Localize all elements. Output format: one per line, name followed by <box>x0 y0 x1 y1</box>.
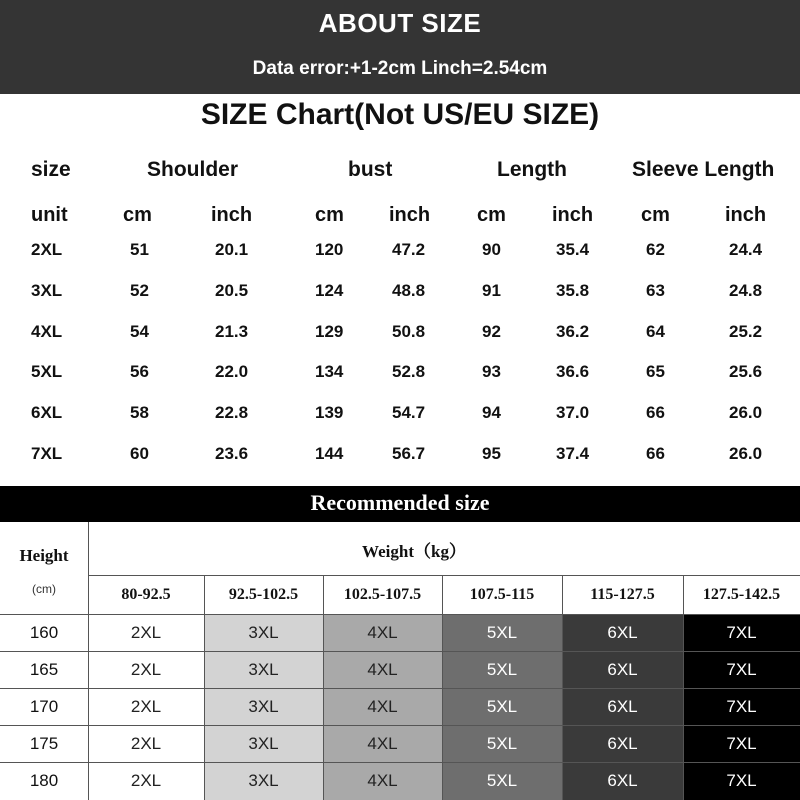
size-cell-sleeve-inch: 24.4 <box>729 240 763 259</box>
size-cell-shoulder-cm: 60 <box>130 444 149 463</box>
size-cell-bust-inch: 56.7 <box>392 444 426 463</box>
height-value: 160 <box>29 623 59 642</box>
size-cell-shoulder-inch: 22.0 <box>215 362 249 381</box>
recommended-size-cell: 4XL <box>367 623 398 642</box>
recommended-size-cell: 5XL <box>486 771 518 790</box>
unit-cm: cm <box>315 204 344 226</box>
recommended-title: Recommended size <box>310 490 490 515</box>
recommended-size-cell: 5XL <box>486 734 518 753</box>
unit-cm: cm <box>477 204 506 226</box>
grid-line <box>88 575 800 576</box>
height-header: Height <box>19 546 69 565</box>
grid-line <box>0 688 800 689</box>
size-cell-size: 3XL <box>31 281 63 300</box>
size-cell-shoulder-cm: 56 <box>130 362 149 381</box>
unit-label: unit <box>31 204 68 226</box>
size-cell-shoulder-cm: 54 <box>130 322 149 341</box>
size-cell-shoulder-inch: 21.3 <box>215 322 249 341</box>
size-cell-sleeve-inch: 26.0 <box>729 403 763 422</box>
recommended-size-cell: 3XL <box>248 734 279 753</box>
unit-cm: cm <box>123 204 152 226</box>
weight-range-header: 80-92.5 <box>121 586 171 603</box>
recommended-size-cell: 5XL <box>486 697 518 716</box>
size-cell-bust-cm: 144 <box>315 444 344 463</box>
recommended-size-cell: 7XL <box>726 660 757 679</box>
recommended-size-cell: 6XL <box>607 660 638 679</box>
size-cell-size: 6XL <box>31 403 63 422</box>
size-cell-length-cm: 91 <box>482 281 501 300</box>
recommended-size-cell: 2XL <box>130 623 162 642</box>
height-unit: (cm) <box>32 582 56 596</box>
size-cell-sleeve-cm: 63 <box>646 281 665 300</box>
recommended-size-cell: 2XL <box>130 697 162 716</box>
recommended-size-cell: 5XL <box>486 660 518 679</box>
recommended-size-cell: 7XL <box>726 734 757 753</box>
size-cell-bust-inch: 52.8 <box>392 362 426 381</box>
unit-cm: cm <box>641 204 670 226</box>
recommended-size-cell: 3XL <box>248 660 279 679</box>
size-cell-bust-cm: 120 <box>315 240 344 259</box>
size-cell-shoulder-inch: 23.6 <box>215 444 249 463</box>
weight-range-header: 107.5-115 <box>469 586 535 603</box>
recommended-size-cell: 2XL <box>130 771 162 790</box>
size-cell-bust-cm: 129 <box>315 322 344 341</box>
size-chart-title: SIZE Chart(Not US/EU SIZE) <box>200 98 600 131</box>
size-cell-sleeve-cm: 62 <box>646 240 665 259</box>
size-cell-length-inch: 37.4 <box>556 444 590 463</box>
size-cell-length-cm: 90 <box>482 240 501 259</box>
weight-range-header: 115-127.5 <box>590 586 655 603</box>
size-cell-bust-cm: 124 <box>315 281 344 300</box>
size-cell-bust-cm: 139 <box>315 403 344 422</box>
size-cell-shoulder-cm: 51 <box>130 240 149 259</box>
recommended-size-cell: 2XL <box>130 734 162 753</box>
size-cell-size: 2XL <box>31 240 63 259</box>
size-cell-bust-inch: 48.8 <box>392 281 426 300</box>
recommended-size-cell: 6XL <box>607 623 638 642</box>
size-cell-sleeve-inch: 26.0 <box>729 444 763 463</box>
grid-line <box>0 762 800 763</box>
height-value: 175 <box>29 734 59 753</box>
size-cell-shoulder-cm: 52 <box>130 281 149 300</box>
recommended-size-cell: 3XL <box>248 697 279 716</box>
size-cell-bust-inch: 54.7 <box>392 403 426 422</box>
size-cell-sleeve-cm: 64 <box>646 322 665 341</box>
size-cell-size: 4XL <box>31 322 63 341</box>
size-cell-length-cm: 94 <box>482 403 501 422</box>
size-cell-length-cm: 93 <box>482 362 501 381</box>
weight-range-header: 92.5-102.5 <box>228 586 299 603</box>
unit-inch: inch <box>725 204 767 226</box>
header-sleeve-length: Sleeve Length <box>632 158 775 181</box>
size-cell-size: 7XL <box>31 444 63 463</box>
weight-range-header: 102.5-107.5 <box>343 586 422 603</box>
size-cell-sleeve-cm: 66 <box>646 403 665 422</box>
size-cell-sleeve-inch: 25.2 <box>729 322 763 341</box>
recommended-size-cell: 4XL <box>367 697 398 716</box>
recommended-size-cell: 7XL <box>726 623 757 642</box>
recommended-size-cell: 4XL <box>367 660 398 679</box>
banner-subtitle: Data error:+1-2cm Linch=2.54cm <box>252 58 548 79</box>
size-cell-bust-cm: 134 <box>315 362 344 381</box>
size-cell-bust-inch: 50.8 <box>392 322 426 341</box>
weight-range-header: 127.5-142.5 <box>702 586 781 603</box>
recommended-size-cell: 6XL <box>607 697 638 716</box>
grid-line <box>0 614 800 615</box>
size-cell-bust-inch: 47.2 <box>392 240 426 259</box>
recommended-size-cell: 3XL <box>248 623 279 642</box>
size-cell-shoulder-inch: 20.5 <box>215 281 249 300</box>
recommended-size-cell: 7XL <box>726 697 757 716</box>
grid-line <box>88 522 89 800</box>
size-cell-length-inch: 35.4 <box>556 240 590 259</box>
size-cell-length-inch: 36.2 <box>556 322 590 341</box>
recommended-size-cell: 2XL <box>130 660 162 679</box>
size-cell-length-inch: 35.8 <box>556 281 590 300</box>
header-shoulder: Shoulder <box>147 158 239 181</box>
size-cell-length-inch: 37.0 <box>556 403 590 422</box>
size-cell-shoulder-cm: 58 <box>130 403 149 422</box>
grid-line <box>0 651 800 652</box>
size-cell-length-cm: 92 <box>482 322 501 341</box>
recommended-size-cell: 7XL <box>726 771 757 790</box>
recommended-size-cell: 3XL <box>248 771 279 790</box>
unit-inch: inch <box>552 204 594 226</box>
recommended-size-cell: 6XL <box>607 771 638 790</box>
size-cell-size: 5XL <box>31 362 63 381</box>
height-value: 170 <box>29 697 59 716</box>
unit-inch: inch <box>211 204 253 226</box>
size-cell-sleeve-inch: 24.8 <box>729 281 763 300</box>
recommended-size-cell: 5XL <box>486 623 518 642</box>
header-size: size <box>31 158 71 181</box>
size-cell-length-cm: 95 <box>482 444 501 463</box>
height-value: 180 <box>29 771 59 790</box>
header-length: Length <box>497 158 567 181</box>
height-value: 165 <box>29 660 59 679</box>
size-cell-shoulder-inch: 22.8 <box>215 403 249 422</box>
size-cell-sleeve-inch: 25.6 <box>729 362 763 381</box>
weight-header: Weight（kg） <box>362 542 466 561</box>
recommended-size-cell: 6XL <box>607 734 638 753</box>
size-cell-shoulder-inch: 20.1 <box>215 240 249 259</box>
recommended-size-cell: 4XL <box>367 771 398 790</box>
size-cell-sleeve-cm: 66 <box>646 444 665 463</box>
header-bust: bust <box>348 158 393 181</box>
size-cell-sleeve-cm: 65 <box>646 362 665 381</box>
banner-title: ABOUT SIZE <box>318 8 482 38</box>
grid-line <box>0 725 800 726</box>
unit-inch: inch <box>389 204 431 226</box>
recommended-size-cell: 4XL <box>367 734 398 753</box>
size-cell-length-inch: 36.6 <box>556 362 590 381</box>
